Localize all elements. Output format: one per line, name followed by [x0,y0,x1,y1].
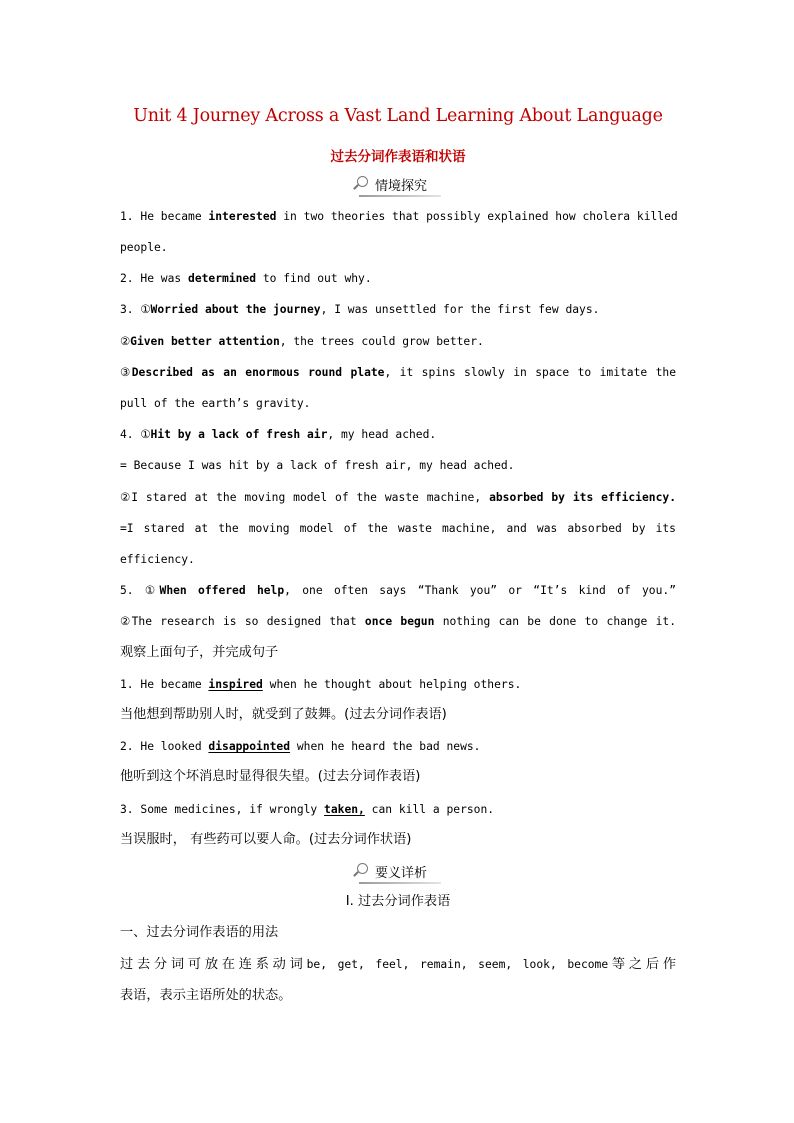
section-tag-scenario [120,175,676,194]
answer-blank: inspired [208,678,263,691]
page-subtitle: 过去分词作表语和状语 [330,149,466,165]
example-3-1: 3. ①Worried about the journey, I was unsettled for the first few days. [120,303,600,316]
section-tag-detail [120,862,676,881]
example-5-1: 5. ①When offered help, one often says “Thank you” or “It’s kind of you.” [120,584,676,597]
exercise-2: 2. He looked disappointed when he heard the bad news. [120,740,481,753]
example-4-2-rewrite-cont: efficiency. [120,553,195,566]
answer-blank: taken, [324,803,365,816]
section-tag-label: 要义详析 [374,866,427,881]
usage-heading: 一、过去分词作表语的用法 [120,925,279,940]
usage-text: 过去分词可放在连系动词be, get, feel, remain, seem, look, become等之后作 [120,957,677,972]
example-4-2: ②I stared at the moving model of the waste machine, absorbed by its efficiency. [120,491,676,504]
example-3-3: ③Described as an enormous round plate, it spins slowly in space to imitate the [120,366,676,379]
exercise-1-translation: 当他想到帮助别人时，就受到了鼓舞。(过去分词作表语) [120,707,447,722]
example-4-2-rewrite: =I stared at the moving model of the waste machine, and was absorbed by its [120,522,676,535]
magnifier-icon [357,176,368,187]
example-4-1-rewrite: = Because I was hit by a lack of fresh air, my head ached. [120,459,515,472]
example-3-3-cont: pull of the earth’s gravity. [120,397,311,410]
exercise-3-translation: 当误服时， 有些药可以要人命。(过去分词作状语) [120,832,412,847]
usage-text-cont: 表语，表示主语所处的状态。 [120,988,292,1003]
magnifier-icon [357,863,368,874]
section-tag-label: 情境探究 [374,179,427,194]
answer-blank: disappointed [208,740,291,753]
example-3-2: ②Given better attention, the trees could grow better. [120,335,484,348]
example-2: 2. He was determined to find out why. [120,272,372,285]
exercise-2-translation: 他听到这个坏消息时显得很失望。(过去分词作表语) [120,769,421,784]
example-1: 1. He became interested in two theories that possibly explained how cholera killed [120,210,678,223]
observe-instruction: 观察上面句子，并完成句子 [120,645,279,660]
exercise-1: 1. He became inspired when he thought about helping others. [120,678,522,691]
example-1-cont: people. [120,241,168,254]
part-heading: Ⅰ. 过去分词作表语 [345,894,451,909]
exercise-3: 3. Some medicines, if wrongly taken, can kill a person. [120,803,495,816]
example-4-1: 4. ①Hit by a lack of fresh air, my head ached. [120,428,437,441]
example-5-2: ②The research is so designed that once begun nothing can be done to change it. [120,615,677,628]
page-title: Unit 4 Journey Across a Vast Land Learning About Language [133,106,663,126]
